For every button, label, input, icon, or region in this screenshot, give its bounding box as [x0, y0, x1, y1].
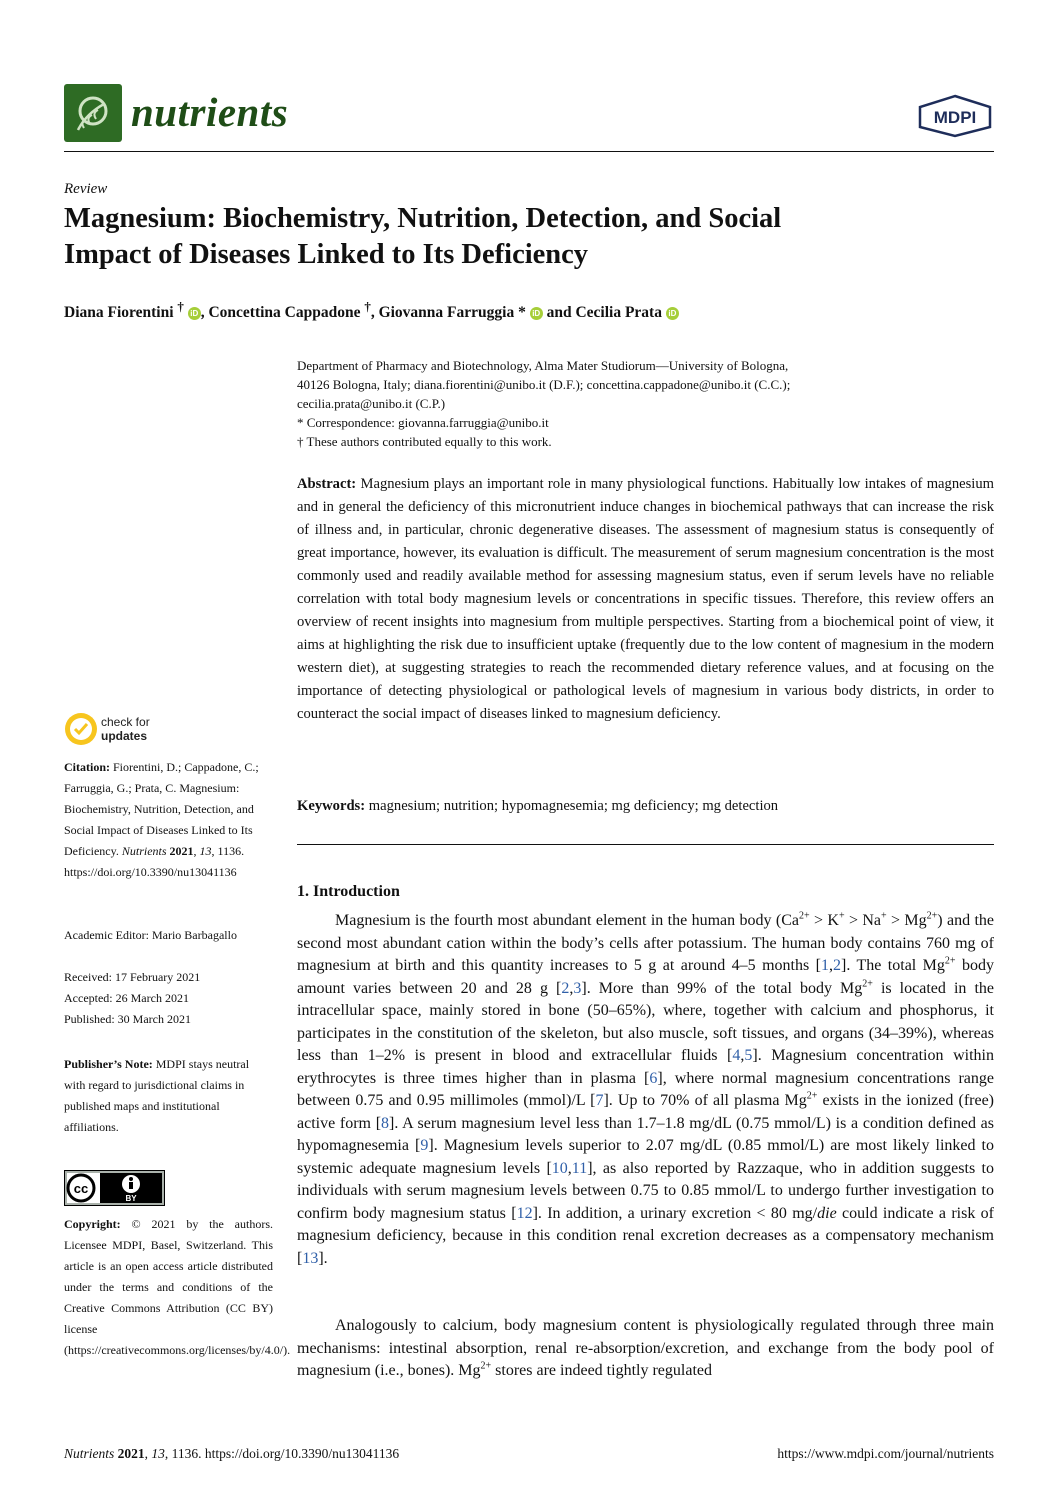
copyright-notice — [64, 1214, 291, 1361]
author-name: Giovanna Farruggia — [378, 304, 515, 322]
citation-text: Fiorentini, D.; Cappadone, C.; Farruggia, G.; Prata, C. Magnesium: Biochemistry, Nutrition, Detection, and Social Impact of Diseases Linked to Its Deficiency. — [64, 760, 259, 858]
equal-contribution-mark: † — [177, 299, 184, 314]
published-date: Published: 30 March 2021 — [64, 1012, 191, 1026]
intro-paragraph-1: Magnesium is the fourth most abundant element in the human body $(Ca^{2+} > K^+ > Na^+ > Mg^{2+})$ and the second most abundant cation within the body’s cells after potassium. The human body contains 760 mg of magnesium at birth and this quantity increases to 5 g at around 4–5 months [1,2]. The total $Mg^{2+}$ body amount varies between 20 and 28 g [2,3]. More than 99% of the total body $Mg^{2+}$ is located in the intracellular space, mainly stored in bone (50–65%), where, together with calcium and phosphorus, it participates in the constitution of the skeleton, but also muscle, soft tissues, and organs (34–39%), whereas less than 1–2% is present in blood and extracellular fluids [4,5]. Magnesium concentration within erythrocytes is three times higher than in plasma [6], where normal magnesium concentrations range between 0.75 and 0.95 millimoles (mmol)/L [7]. Up to 70% of all plasma $Mg^{2+}$ exists in the ionized (free) active form [8]. A serum magnesium level less than 1.7–1.8 mg/dL (0.75 mmol/L) is a condition defined as hypomagnesemia [9]. Magnesium levels superior to 2.07 mg/dL (0.85 mmol/L) are most likely linked to systemic adequate magnesium levels [10,11], as also reported by Razzaque, who in addition suggests to individuals with serum magnesium levels between 0.75 to 0.85 mmol/L to undergo further investigation to confirm body magnesium status [12]. In addition, a urinary excretion < 80 mg/die could indicate a risk of magnesium deficiency, because in this condition renal excretion decreases as a compensatory mechanism [13]. — [297, 910, 995, 1267]
mdpi-logo-icon[interactable] — [916, 94, 994, 138]
citation-link[interactable]: 1 — [820, 957, 829, 974]
section-heading: 1. Introduction — [297, 883, 400, 900]
copyright-text: © 2021 by the authors. Licensee MDPI, Basel, Switzerland. This article is an open access article distributed under the terms and conditions of the Creative Commons Attribution (CC BY) license (https://creativecommons.org/licenses/by/4.0/). — [64, 1217, 291, 1357]
keywords-label: Keywords: — [297, 798, 366, 814]
author-separator: , — [200, 304, 209, 322]
svg-text:MDPI: MDPI — [933, 108, 977, 127]
citation-link[interactable]: 4 — [732, 1047, 741, 1064]
citation-block: Citation: Fiorentini, D.; Cappadone, C.; Farruggia, G.; Prata, C. Magnesium: Biochemistry, Nutrition, Detection, and Social Impact of Diseases Linked to Its Deficiency. Nutrients 2021, 13, 1136. https://doi.org/10.3390/nu13041136 — [64, 760, 259, 879]
journal-logo-icon — [64, 84, 122, 142]
citation-link[interactable]: 6 — [649, 1069, 658, 1087]
citation-link[interactable]: 12 — [516, 1204, 533, 1222]
citation-volume: 13 — [199, 844, 212, 858]
cc-by-license-icon[interactable] — [64, 1170, 165, 1206]
title-line-2: Impact of Diseases Linked to Its Deficiency — [64, 239, 589, 270]
copyright-label: Copyright: — [64, 1217, 121, 1231]
abstract — [297, 473, 994, 726]
check-for-updates-button[interactable] — [64, 711, 164, 747]
orcid-icon[interactable]: iD — [188, 307, 201, 320]
svg-text:updates: updates — [101, 729, 148, 743]
citation-link[interactable]: 10 — [551, 1159, 568, 1177]
accepted-date: Accepted: 26 March 2021 — [64, 991, 189, 1005]
keywords — [297, 795, 994, 817]
citation-doi[interactable]: , 1136. https://doi.org/10.3390/nu13041136 — [64, 844, 245, 879]
publishers-note-label: Publisher’s Note: — [64, 1057, 153, 1071]
footer-volume: 13 — [151, 1446, 165, 1461]
journal-name: nutrients — [131, 89, 289, 135]
publishers-note-text: MDPI stays neutral with regard to jurisdictional claims in published maps and institutional affiliations. — [64, 1057, 250, 1134]
orcid-icon[interactable]: iD — [666, 307, 679, 320]
author-name: Cecilia Prata — [575, 304, 662, 322]
keywords-text: magnesium; nutrition; hypomagnesemia; mg deficiency; mg detection — [368, 798, 779, 814]
author-name: Concettina Cappadone — [208, 304, 361, 322]
intro-paragraph-2: Analogously to calcium, body magnesium content is physiologically regulated through three main mechanisms: intestinal absorption, renal re-absorption/excretion, and exchange from the body pool of magnesium (i.e., bones). $Mg^{2+}$ stores are indeed tightly regulated — [297, 1317, 994, 1379]
svg-text:BY: BY — [125, 1194, 137, 1203]
citation-link[interactable]: 11 — [571, 1159, 588, 1177]
affiliation-line: 40126 Bologna, Italy; diana.fiorentini@unibo.it (D.F.); concettina.cappadone@unibo.it (C.C.); — [297, 377, 791, 392]
received-date: Received: 17 February 2021 — [64, 970, 201, 984]
corresponding-mark: * — [518, 304, 526, 322]
academic-editor: Academic Editor: Mario Barbagallo — [64, 928, 237, 942]
title-line-1: Magnesium: Biochemistry, Nutrition, Detection, and Social — [64, 203, 782, 234]
citation-link[interactable]: 5 — [744, 1047, 753, 1064]
citation-link[interactable]: 8 — [381, 1114, 390, 1132]
author-name: Diana Fiorentini — [64, 304, 174, 322]
citation-link[interactable]: 7 — [595, 1092, 604, 1109]
equal-contribution-mark: † — [364, 299, 371, 314]
section-divider — [297, 844, 994, 845]
abstract-text: Magnesium plays an important role in many physiological functions. Habitually low intakes of magnesium and in general the deficiency of this micronutrient induce changes in biochemical pathways that can increase the risk of illness and, in particular, chronic degenerative diseases. The assessment of magnesium status is consequently of great importance, however, its evaluation is difficult. The measurement of serum magnesium concentration is the most commonly used and readily available method for assessing magnesium status, even if serum levels have no reliable correlation with total body magnesium levels or concentrations in specific tissues. Therefore, this review offers an overview of recent insights into magnesium from multiple perspectives. Starting from a biochemical point of view, it aims at highlighting the risk due to insufficient uptake (frequently due to the low content of magnesium in the modern western diet), at suggesting strategies to reach the recommended dietary reference values, and at focusing on the importance of detecting physiological or pathological levels of magnesium in various body districts, in order to counteract the social impact of diseases linked to magnesium deficiency. — [297, 476, 994, 722]
article-title — [64, 201, 994, 273]
citation-link[interactable]: 9 — [420, 1137, 429, 1154]
citation-link[interactable]: 3 — [573, 979, 582, 997]
citation-journal: Nutrients — [121, 844, 167, 858]
footer-journal: Nutrients — [64, 1446, 115, 1461]
abstract-label: Abstract: — [297, 476, 357, 492]
citation-link[interactable]: 2 — [561, 979, 570, 997]
svg-text:cc: cc — [73, 1181, 89, 1196]
footer-year: 2021 — [117, 1446, 145, 1461]
citation-label: Citation: — [64, 760, 110, 774]
affiliation-line: cecilia.prata@unibo.it (C.P.) — [297, 396, 446, 411]
author-list — [64, 299, 679, 322]
citation-link[interactable]: 13 — [302, 1249, 319, 1267]
publishers-note — [64, 1054, 273, 1138]
author-separator: and — [542, 304, 576, 322]
citation-link[interactable]: 2 — [832, 957, 841, 974]
footer-doi[interactable]: , 1136. https://doi.org/10.3390/nu13041136 — [164, 1446, 400, 1461]
header-divider — [64, 151, 994, 152]
correspondence-line: * Correspondence: giovanna.farruggia@unibo.it — [297, 415, 549, 430]
author-separator: , — [370, 304, 379, 322]
svg-text:check for: check for — [101, 715, 150, 729]
footer-journal-url[interactable]: https://www.mdpi.com/journal/nutrients — [777, 1446, 994, 1461]
orcid-icon[interactable]: iD — [530, 307, 543, 320]
article-type: Review — [64, 181, 108, 197]
equal-contribution-note: † These authors contributed equally to this work. — [297, 434, 552, 449]
footer-citation: Nutrients 2021, 13, 1136. https://doi.org/10.3390/nu13041136 — [64, 1446, 400, 1461]
affiliation-line: Department of Pharmacy and Biotechnology, Alma Mater Studiorum—University of Bologna, — [297, 358, 789, 373]
citation-year: 2021 — [169, 844, 194, 858]
